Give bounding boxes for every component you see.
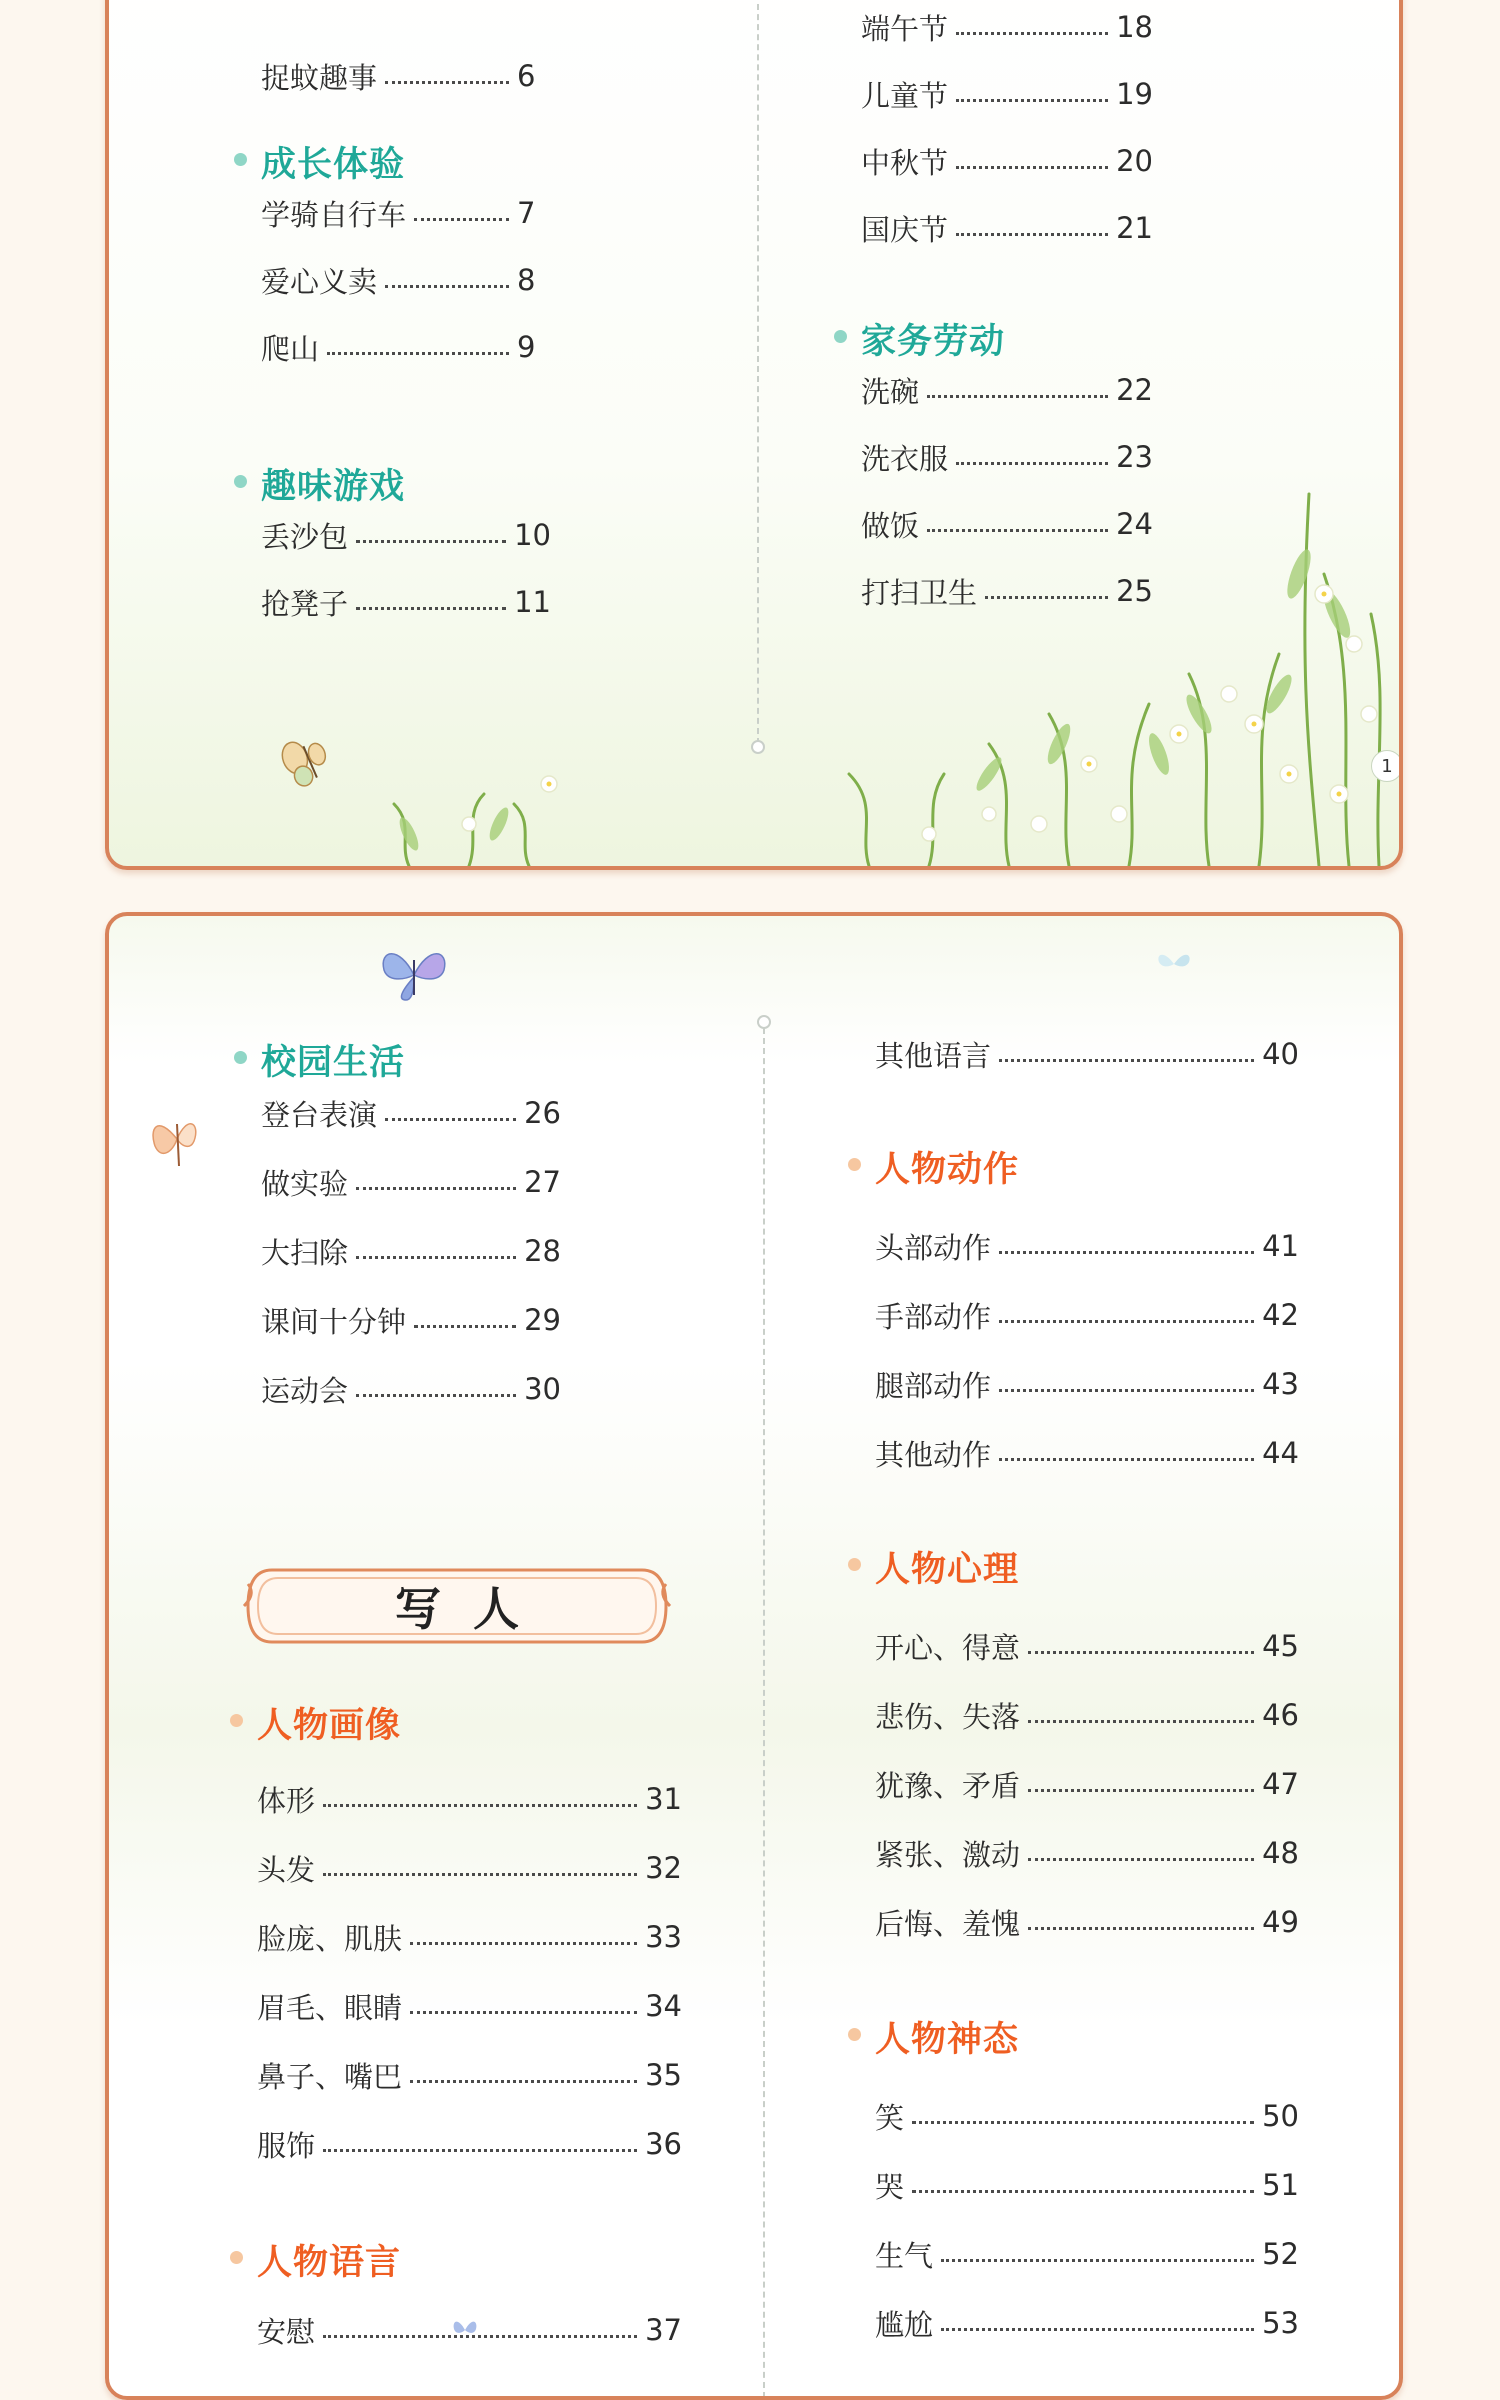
toc-entry[interactable] — [261, 1162, 561, 1202]
entry-page: 30 — [524, 1372, 561, 1406]
toc-entry[interactable] — [261, 582, 551, 622]
toc-entry[interactable] — [257, 2055, 682, 2095]
entry-label: 抢凳子 — [261, 586, 349, 621]
leader-dots — [356, 1187, 516, 1190]
entry-label: 体形 — [257, 1783, 316, 1818]
entry-page: 23 — [1116, 440, 1153, 474]
entry-label: 洗衣服 — [861, 441, 949, 476]
entry-page: 7 — [517, 196, 536, 230]
section-title: 人物心理 — [875, 1542, 1019, 1592]
entry-page: 48 — [1262, 1836, 1299, 1870]
leader-dots — [956, 99, 1108, 102]
entry-page: 46 — [1262, 1698, 1299, 1732]
entry-label: 手部动作 — [875, 1299, 992, 1334]
toc-entry[interactable] — [257, 2124, 682, 2164]
entry-page: 45 — [1262, 1629, 1299, 1663]
page-number-badge: 1 — [1371, 750, 1403, 782]
entry-page: 49 — [1262, 1905, 1299, 1939]
toc-entry[interactable] — [261, 1231, 561, 1271]
entry-label: 国庆节 — [861, 212, 949, 247]
bullet-dot-icon — [234, 153, 247, 166]
leader-dots — [356, 607, 506, 610]
leader-dots — [385, 81, 509, 84]
toc-entry[interactable] — [261, 1093, 561, 1133]
entry-page: 6 — [517, 59, 536, 93]
toc-entry[interactable] — [861, 437, 1153, 477]
entry-page: 42 — [1262, 1298, 1299, 1332]
toc-entry[interactable] — [875, 2303, 1299, 2343]
entry-label: 打扫卫生 — [861, 575, 978, 610]
toc-entry[interactable] — [875, 2096, 1299, 2136]
entry-label: 后悔、羞愧 — [875, 1906, 1021, 1941]
entry-label: 脸庞、肌肤 — [257, 1921, 403, 1956]
leader-dots — [323, 2335, 637, 2338]
leader-dots — [410, 2080, 637, 2083]
entry-page: 52 — [1262, 2237, 1299, 2271]
entry-page: 22 — [1116, 373, 1153, 407]
entry-page: 43 — [1262, 1367, 1299, 1401]
chapter-banner — [242, 1564, 672, 1648]
toc-entry[interactable] — [875, 1364, 1299, 1404]
leader-dots — [1028, 1789, 1254, 1792]
entry-label: 头发 — [257, 1852, 316, 1887]
toc-entry[interactable] — [257, 1917, 682, 1957]
toc-entry[interactable] — [875, 1034, 1299, 1074]
leader-dots — [414, 218, 509, 221]
entry-page: 19 — [1116, 77, 1153, 111]
toc-entry[interactable] — [875, 2234, 1299, 2274]
section-title: 校园生活 — [261, 1035, 405, 1085]
toc-entry[interactable] — [875, 1295, 1299, 1335]
bullet-dot-icon — [848, 2028, 861, 2041]
entry-label: 端午节 — [861, 11, 949, 46]
butterfly-icon — [147, 1104, 207, 1174]
leader-dots — [999, 1458, 1254, 1461]
entry-label: 悲伤、失落 — [875, 1699, 1021, 1734]
entry-page: 33 — [645, 1920, 682, 1954]
toc-entry[interactable] — [261, 56, 551, 96]
entry-page: 21 — [1116, 211, 1153, 245]
toc-entry[interactable] — [875, 1626, 1299, 1666]
leader-dots — [999, 1389, 1254, 1392]
toc-entry[interactable] — [861, 370, 1153, 410]
leader-dots — [356, 540, 506, 543]
leader-dots — [985, 596, 1108, 599]
leader-dots — [941, 2259, 1254, 2262]
entry-page: 44 — [1262, 1436, 1299, 1470]
section-title: 家务劳动 — [861, 314, 1005, 364]
toc-entry[interactable] — [875, 1226, 1299, 1266]
entry-page: 25 — [1116, 574, 1153, 608]
divider-end-circle — [751, 740, 765, 754]
leader-dots — [1028, 1858, 1254, 1861]
toc-entry[interactable] — [875, 1433, 1299, 1473]
leader-dots — [956, 166, 1108, 169]
entry-page: 28 — [524, 1234, 561, 1268]
entry-label: 其他动作 — [875, 1437, 992, 1472]
leader-dots — [1028, 1651, 1254, 1654]
column-divider — [763, 1028, 765, 2400]
entry-label: 中秋节 — [861, 145, 949, 180]
entry-page: 32 — [645, 1851, 682, 1885]
toc-entry[interactable] — [261, 1300, 561, 1340]
leader-dots — [356, 1256, 516, 1259]
bullet-dot-icon — [230, 2251, 243, 2264]
entry-label: 课间十分钟 — [261, 1304, 407, 1339]
toc-entry[interactable] — [257, 1986, 682, 2026]
column-divider — [757, 0, 759, 744]
entry-page: 47 — [1262, 1767, 1299, 1801]
entry-label: 运动会 — [261, 1373, 349, 1408]
bullet-dot-icon — [234, 475, 247, 488]
entry-label: 头部动作 — [875, 1230, 992, 1265]
entry-page: 34 — [645, 1989, 682, 2023]
section-title: 人物神态 — [875, 2012, 1019, 2062]
leader-dots — [356, 1394, 516, 1397]
toc-entry[interactable] — [875, 1695, 1299, 1735]
bullet-dot-icon — [848, 1558, 861, 1571]
toc-entry[interactable] — [257, 1779, 682, 1819]
entry-label: 登台表演 — [261, 1097, 378, 1132]
toc-entry[interactable] — [261, 193, 551, 233]
toc-entry[interactable] — [261, 515, 551, 555]
leader-dots — [912, 2121, 1254, 2124]
toc-entry[interactable] — [861, 141, 1153, 181]
bullet-dot-icon — [848, 1158, 861, 1171]
entry-label: 大扫除 — [261, 1235, 349, 1270]
toc-entry[interactable] — [261, 327, 551, 367]
leader-dots — [323, 1804, 637, 1807]
entry-label: 丢沙包 — [261, 519, 349, 554]
butterfly-icon — [277, 732, 337, 792]
entry-page: 8 — [517, 263, 536, 297]
toc-entry[interactable] — [257, 1848, 682, 1888]
entry-label: 捉蚊趣事 — [261, 60, 378, 95]
bullet-dot-icon — [230, 1714, 243, 1727]
section-title: 趣味游戏 — [261, 459, 405, 509]
leader-dots — [941, 2328, 1254, 2331]
entry-page: 11 — [514, 585, 551, 619]
entry-label: 开心、得意 — [875, 1630, 1021, 1665]
leader-dots — [385, 1118, 516, 1121]
entry-label: 安慰 — [257, 2314, 316, 2349]
entry-label: 鼻子、嘴巴 — [257, 2059, 403, 2094]
leader-dots — [1028, 1927, 1254, 1930]
entry-label: 犹豫、矛盾 — [875, 1768, 1021, 1803]
banner-title: 写人 — [395, 1582, 551, 1636]
leader-dots — [323, 1873, 637, 1876]
entry-page: 35 — [645, 2058, 682, 2092]
butterfly-icon — [1154, 946, 1194, 982]
toc-entry[interactable] — [861, 208, 1153, 248]
entry-label: 服饰 — [257, 2128, 316, 2163]
leader-dots — [323, 2149, 637, 2152]
entry-label: 尴尬 — [875, 2307, 934, 2342]
entry-label: 做实验 — [261, 1166, 349, 1201]
entry-label: 其他语言 — [875, 1038, 992, 1073]
leader-dots — [999, 1320, 1254, 1323]
toc-entry[interactable] — [861, 504, 1153, 544]
toc-entry[interactable] — [261, 1369, 561, 1409]
entry-label: 做饭 — [861, 508, 920, 543]
bullet-dot-icon — [834, 330, 847, 343]
toc-entry[interactable] — [261, 260, 551, 300]
leader-dots — [410, 2011, 637, 2014]
entry-label: 眉毛、眼睛 — [257, 1990, 403, 2025]
leader-dots — [927, 529, 1108, 532]
leader-dots — [956, 32, 1108, 35]
toc-entry[interactable] — [875, 1764, 1299, 1804]
leader-dots — [912, 2190, 1254, 2193]
leader-dots — [414, 1325, 516, 1328]
section-title: 人物画像 — [257, 1698, 401, 1748]
toc-entry[interactable] — [861, 7, 1153, 47]
entry-page: 24 — [1116, 507, 1153, 541]
leader-dots — [327, 352, 509, 355]
entry-label: 生气 — [875, 2238, 934, 2273]
section-title: 人物语言 — [257, 2235, 401, 2285]
toc-entry[interactable] — [875, 1833, 1299, 1873]
leader-dots — [1028, 1720, 1254, 1723]
toc-entry[interactable] — [861, 571, 1153, 611]
entry-label: 笑 — [875, 2100, 905, 2135]
entry-page: 53 — [1262, 2306, 1299, 2340]
entry-page: 50 — [1262, 2099, 1299, 2133]
entry-page: 40 — [1262, 1037, 1299, 1071]
toc-page-1 — [105, 0, 1403, 870]
entry-page: 18 — [1116, 10, 1153, 44]
entry-label: 洗碗 — [861, 374, 920, 409]
leader-dots — [385, 285, 509, 288]
entry-page: 26 — [524, 1096, 561, 1130]
bullet-dot-icon — [234, 1051, 247, 1064]
entry-page: 9 — [517, 330, 536, 364]
entry-page: 41 — [1262, 1229, 1299, 1263]
entry-label: 爱心义卖 — [261, 264, 378, 299]
entry-page: 37 — [645, 2313, 682, 2347]
entry-label: 儿童节 — [861, 78, 949, 113]
toc-entry[interactable] — [875, 1902, 1299, 1942]
entry-label: 哭 — [875, 2169, 905, 2204]
entry-page: 36 — [645, 2127, 682, 2161]
leader-dots — [956, 233, 1108, 236]
entry-label: 爬山 — [261, 331, 320, 366]
section-title: 人物动作 — [875, 1142, 1019, 1192]
toc-entry[interactable] — [861, 74, 1153, 114]
section-title: 成长体验 — [261, 137, 405, 187]
entry-page: 51 — [1262, 2168, 1299, 2202]
entry-page: 27 — [524, 1165, 561, 1199]
entry-page: 31 — [645, 1782, 682, 1816]
entry-label: 紧张、激动 — [875, 1837, 1021, 1872]
leader-dots — [956, 462, 1108, 465]
leader-dots — [927, 395, 1108, 398]
toc-entry[interactable] — [875, 2165, 1299, 2205]
entry-label: 学骑自行车 — [261, 197, 407, 232]
leader-dots — [410, 1942, 637, 1945]
entry-label: 腿部动作 — [875, 1368, 992, 1403]
leader-dots — [999, 1059, 1254, 1062]
butterfly-icon — [374, 940, 454, 1010]
leader-dots — [999, 1251, 1254, 1254]
divider-end-circle — [757, 1015, 771, 1029]
entry-page: 10 — [514, 518, 551, 552]
entry-page: 20 — [1116, 144, 1153, 178]
entry-page: 29 — [524, 1303, 561, 1337]
